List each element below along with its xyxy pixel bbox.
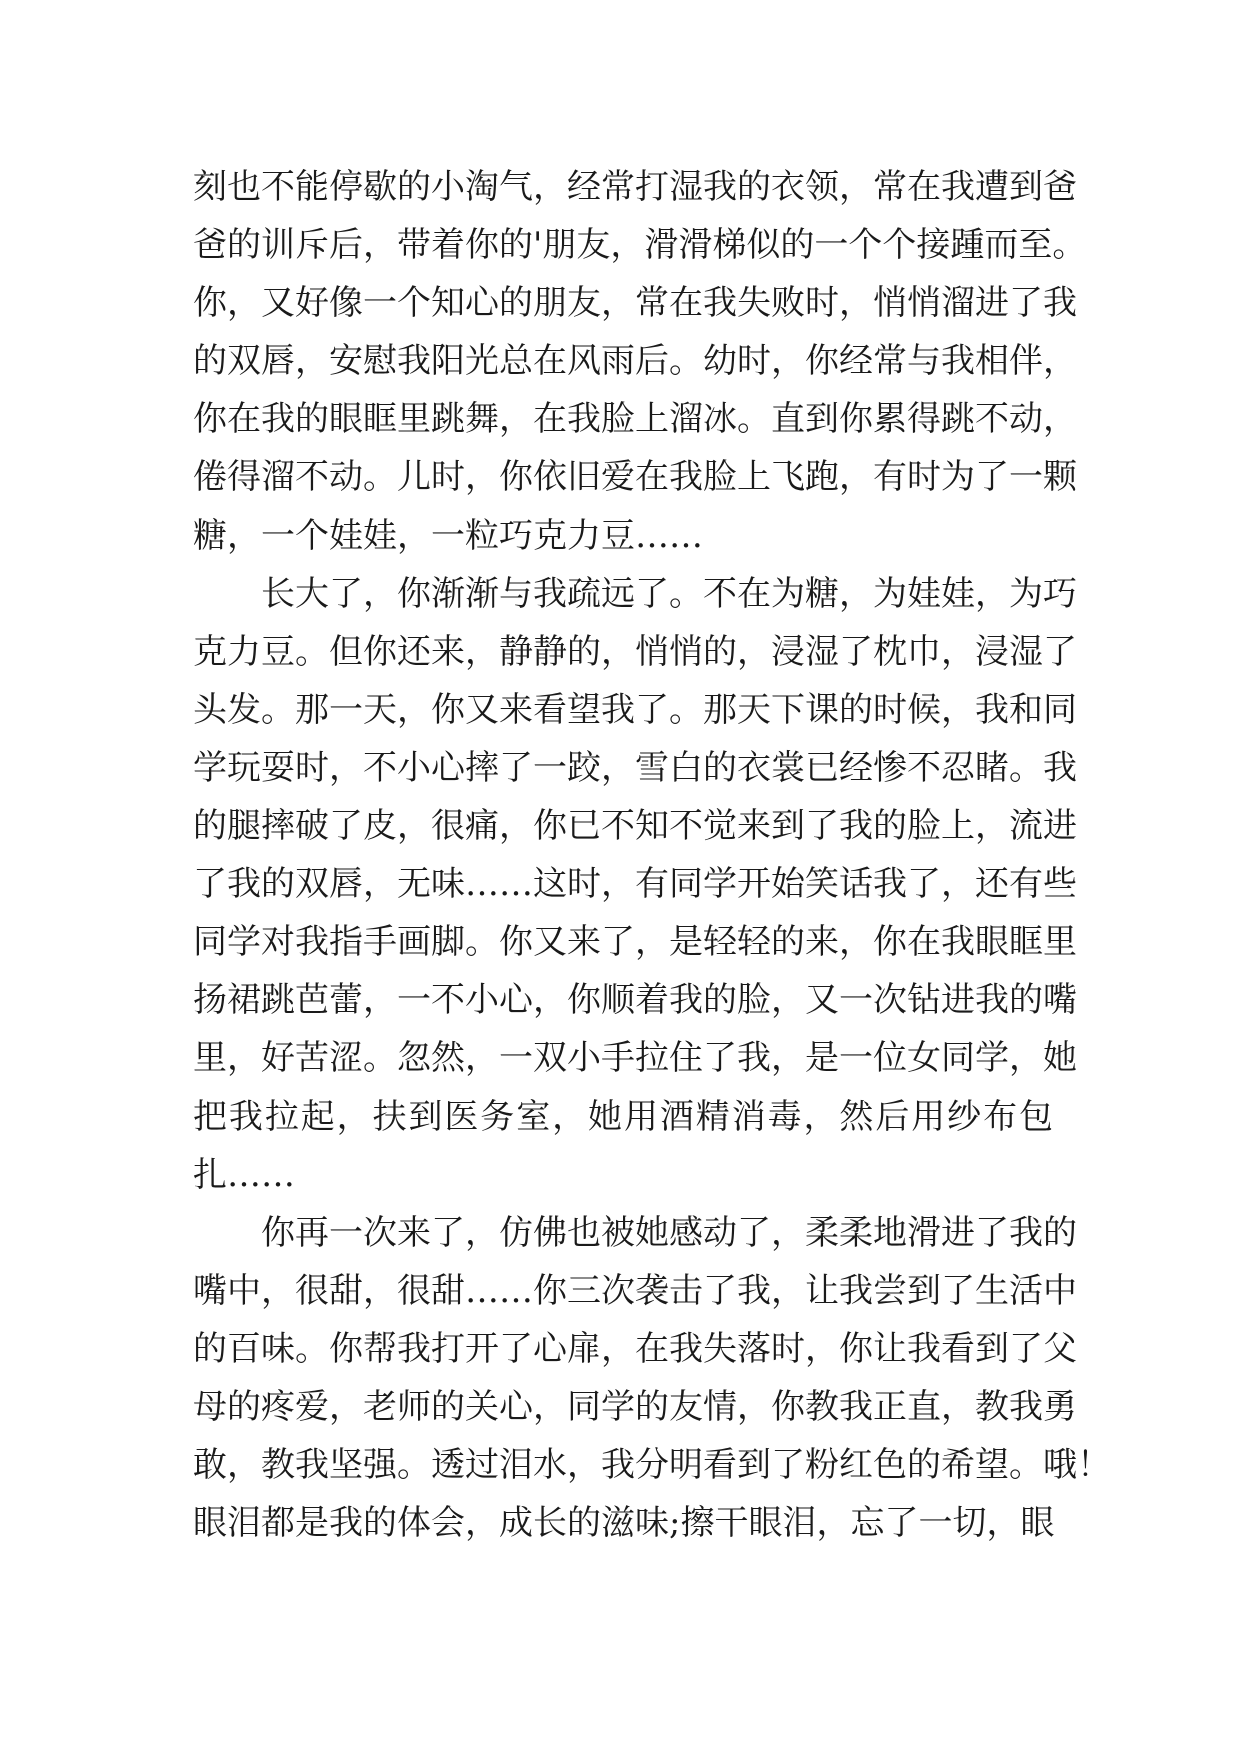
text-line: 爸的训斥后，带着你的'朋友，滑滑梯似的一个个接踵而至。 xyxy=(193,225,1087,266)
paragraph-3 xyxy=(193,1204,1111,1553)
text-line: 长大了，你渐渐与我疏远了。不在为糖，为娃娃，为巧 xyxy=(261,573,1077,614)
text-line: 倦得溜不动。儿时，你依旧爱在我脸上飞跑，有时为了一颗 xyxy=(193,457,1077,498)
text-line: 母的疼爱，老师的关心，同学的友情，你教我正直，教我勇 xyxy=(193,1386,1077,1427)
text-line: 糖，一个娃娃，一粒巧克力豆…… xyxy=(193,515,703,556)
paragraph-2 xyxy=(193,565,1077,1204)
text-line: 眼泪都是我的体会，成长的滋味;擦干眼泪，忘了一切，眼 xyxy=(193,1503,1055,1544)
text-line: 嘴中，很甜，很甜……你三次袭击了我，让我尝到了生活中 xyxy=(193,1270,1077,1311)
text-line: 学玩耍时，不小心摔了一跤，雪白的衣裳已经惨不忍睹。我 xyxy=(193,747,1077,788)
text-line: 敢，教我坚强。透过泪水，我分明看到了粉红色的希望。哦！ xyxy=(193,1445,1111,1486)
text-line: 的百味。你帮我打开了心扉，在我失落时，你让我看到了父 xyxy=(193,1328,1077,1369)
text-line: 了我的双唇，无味……这时，有同学开始笑话我了，还有些 xyxy=(193,864,1077,905)
text-line: 你再一次来了，仿佛也被她感动了，柔柔地滑进了我的 xyxy=(261,1212,1077,1253)
text-line: 的腿摔破了皮，很痛，你已不知不觉来到了我的脸上，流进 xyxy=(193,806,1077,847)
text-line: 刻也不能停歇的小淘气，经常打湿我的衣领，常在我遭到爸 xyxy=(193,167,1077,207)
text-line: 克力豆。但你还来，静静的，悄悄的，浸湿了枕巾，浸湿了 xyxy=(193,631,1077,672)
text-line: 头发。那一天，你又来看望我了。那天下课的时候，我和同 xyxy=(193,689,1077,730)
text-line: 的双唇，安慰我阳光总在风雨后。幼时，你经常与我相伴， xyxy=(193,341,1077,382)
text-line: 扎…… xyxy=(193,1154,295,1195)
text-line: 你，又好像一个知心的朋友，常在我失败时，悄悄溜进了我 xyxy=(193,283,1077,324)
text-line: 里，好苦涩。忽然，一双小手拉住了我，是一位女同学，她 xyxy=(193,1038,1077,1079)
text-line: 把我拉起，扶到医务室，她用酒精消毒，然后用纱布包 xyxy=(193,1096,1053,1137)
text-line: 扬裙跳芭蕾，一不小心，你顺着我的脸，又一次钻进我的嘴 xyxy=(193,980,1077,1021)
text-line: 同学对我指手画脚。你又来了，是轻轻的来，你在我眼眶里 xyxy=(193,922,1077,963)
paragraph-1 xyxy=(193,158,1087,565)
text-line: 你在我的眼眶里跳舞，在我脸上溜冰。直到你累得跳不动， xyxy=(193,399,1077,440)
document-body xyxy=(193,158,1111,1552)
